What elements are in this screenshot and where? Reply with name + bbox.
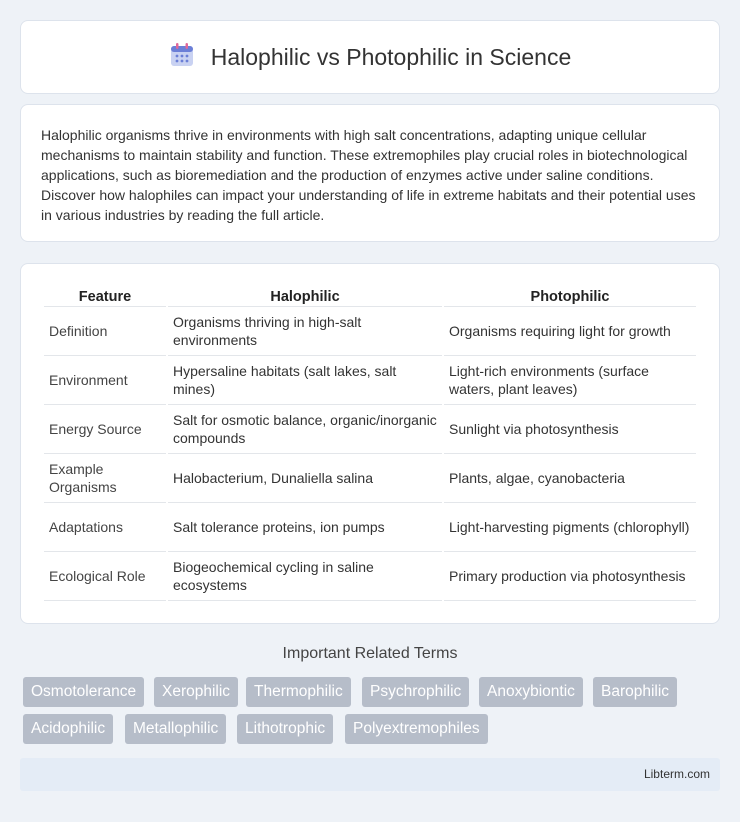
table-cell: Organisms requiring light for growth [444,307,696,356]
table-cell: Environment [44,356,166,405]
table-cell: Light-rich environments (surface waters, plant leaves) [444,356,696,405]
comparison-table [42,284,698,601]
related-term-tag[interactable]: Barophilic [593,677,677,707]
related-term-tag[interactable]: Thermophilic [246,677,351,707]
related-term-tag[interactable]: Psychrophilic [362,677,469,707]
related-term-tag[interactable]: Lithotrophic [237,714,333,744]
related-terms-title: Important Related Terms [282,645,458,662]
table-cell: Halobacterium, Dunaliella salina [168,454,442,503]
table-cell: Sunlight via photosynthesis [444,405,696,454]
calendar-icon [169,42,195,73]
related-term-tag[interactable]: Polyextremophiles [345,714,488,744]
footer-brand[interactable]: Libterm.com [643,767,710,781]
comparison-table-card [20,263,720,624]
table-cell: Salt tolerance proteins, ion pumps [168,503,442,552]
related-term-tag[interactable]: Metallophilic [125,714,226,744]
title-wrap [169,42,572,73]
table-cell: Energy Source [44,405,166,454]
page-title: Halophilic vs Photophilic in Science [210,43,572,70]
table-row [44,454,696,503]
table-cell: Salt for osmotic balance, organic/inorganic compounds [168,405,442,454]
table-cell: Plants, algae, cyanobacteria [444,454,696,503]
table-cell: Ecological Role [44,552,166,601]
table-row [44,503,696,552]
related-term-tag[interactable]: Anoxybiontic [479,677,583,707]
header-halophilic: Halophilic [168,284,442,307]
intro-card [20,104,720,242]
table-cell: Adaptations [44,503,166,552]
related-term-tag[interactable]: Osmotolerance [23,677,144,707]
intro-text: Halophilic organisms thrive in environments with high salt concentrations, adapting unique cellular mechanisms to maintain stability and function. These extremophiles play crucial roles in biotechnological applications, such as bioremediation and the production of enzymes active under saline conditions. Discover how halophiles can impact your understanding of life in extreme habitats and their potential uses in various industries by reading the full article. [41,127,696,223]
related-term-tag[interactable]: Xerophilic [154,677,238,707]
header-card [20,20,720,94]
table-cell: Definition [44,307,166,356]
table-header-row [44,284,696,307]
table-cell: Hypersaline habitats (salt lakes, salt mines) [168,356,442,405]
footer [20,758,720,791]
table-row [44,307,696,356]
table-cell: Biogeochemical cycling in saline ecosystems [168,552,442,601]
table-row [44,405,696,454]
table-cell: Light-harvesting pigments (chlorophyll) [444,503,696,552]
table-row [44,356,696,405]
header-photophilic: Photophilic [444,284,696,307]
related-term-tag[interactable]: Acidophilic [23,714,113,744]
table-cell: Primary production via photosynthesis [444,552,696,601]
header-feature: Feature [44,284,166,307]
table-row [44,552,696,601]
table-cell: Example Organisms [44,454,166,503]
table-cell: Organisms thriving in high-salt environments [168,307,442,356]
